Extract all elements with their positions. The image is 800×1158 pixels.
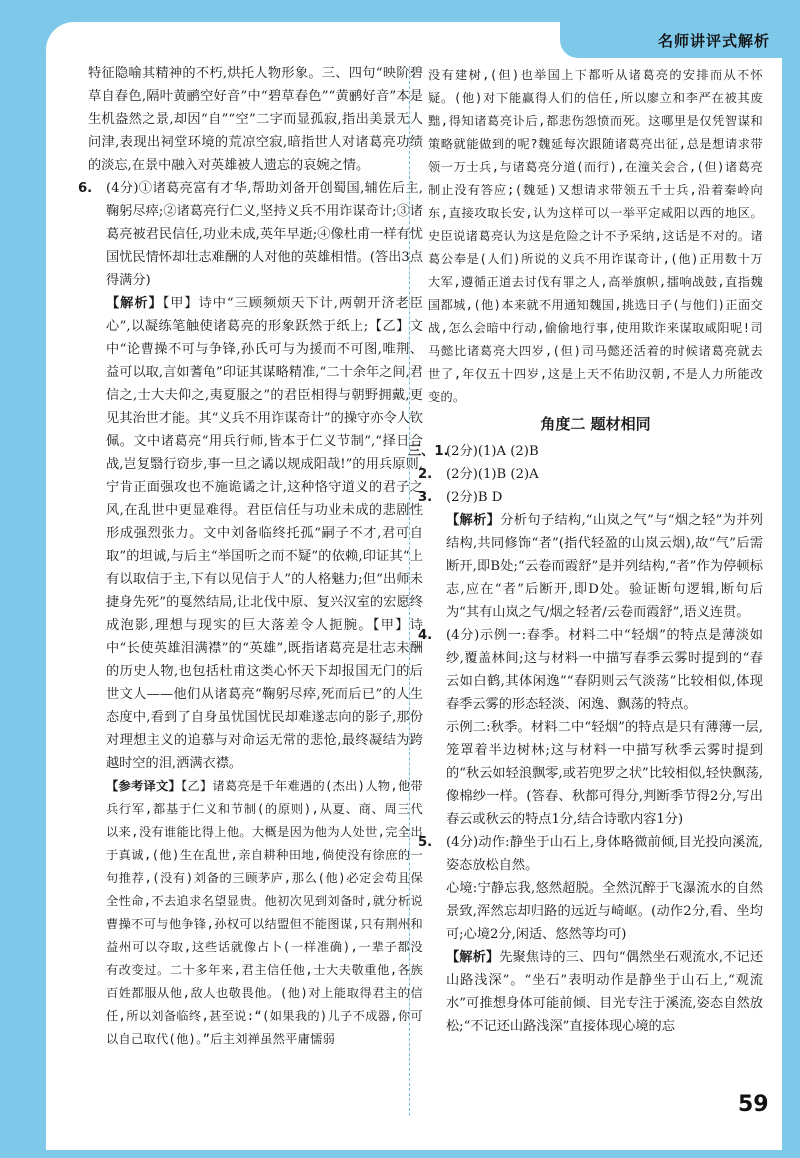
section-heading: 角度二 题材相同 bbox=[540, 415, 651, 433]
section-label: 三、1. bbox=[408, 444, 449, 459]
left-column bbox=[78, 62, 423, 1051]
translation-text: 【乙】诸葛亮是千年难遇的(杰出)人物,他带兵行军,都基于仁义和节制(的原则),从夏、商、周三代以来,没有谁能比得上他。大概是因为他为人处世,完全出于真诚,(他)生在乱世,亲自耕种田地,倘使没有徐庶的一句推荐,(没有)刘备的三顾茅庐,那么(他)必定会苟且保全性命,不去追求名望显贵。他初次见到刘备时,就分析说曹操不可与他争锋,孙权可以结盟但不能图谋,只有荆州和益州可以夺取,这些话就像占卜(一样准确),一辈子都没有改变过。二十多年来,君主信任他,士大夫敬重他,各族百姓都服从他,敌人也敬畏他。(他)对上能取得君主的信任,所以刘备临终,甚至说:“(如果我的)儿子不成器,你可以自己取代(他)。”后主刘禅虽然平庸懦弱 bbox=[106, 779, 423, 1046]
answer-text: (2分)B D bbox=[446, 490, 503, 505]
intro-paragraph: 特征隐喻其精神的不朽,烘托人物形象。三、四句“映阶碧草自春色,隔叶黄鹂空好音”中“碧草春色”“黄鹂好音”本是生机盎然之景,却因“自”“空”二字而显孤寂,指出美景无人问津,表现出祠堂环境的荒凉空寂,暗指世人对诸葛亮功绩的淡忘,在景中融入对英雄被人遗忘的哀婉之情。 bbox=[88, 66, 423, 173]
question-number: 2. bbox=[418, 467, 433, 482]
translation-paragraph bbox=[106, 775, 423, 1051]
question-number: 3. bbox=[418, 490, 433, 505]
question-number: 4. bbox=[418, 628, 433, 643]
answer-text: (2分)(1)A (2)B bbox=[446, 444, 539, 459]
column-divider bbox=[409, 66, 410, 1116]
question-5 bbox=[418, 831, 764, 1038]
analysis-paragraph bbox=[446, 509, 763, 624]
analysis-text: 【甲】诗中“三顾频烦天下计,两朝开济老臣心”,以凝练笔触使诸葛亮的形象跃然于纸上;【乙】文中“论曹操不可与争锋,孙氏可与为援而不可图,唯荆、益可以取,言如蓍龟”印证其谋略精准,“二十余年之间,君信之,士大夫仰之,夷夏服之”的君臣相得与朝野拥戴,更见其治世才能。其“义兵不用诈谋奇计”的操守亦令人钦佩。文中诸葛亮“用兵行师,皆本于仁义节制”,“择日合战,岂复翳行窃步,事一旦之谲以规成阳哉!”的用兵原则,宁肯正面强攻也不施诡谲之计,这种恪守道义的君子之风,在乱世中更显难得。君臣信任与功业未成的悲剧性形成强烈张力。文中刘备临终托孤“嗣子不才,君可自取”的坦诚,与后主“举国听之而不疑”的依赖,印证其“上有以取信于主,下有以见信于人”的人格魅力;但“出师未捷身先死”的戛然结局,让北伐中原、复兴汉室的宏愿终成泡影,理想与现实的巨大落差令人扼腕。【甲】诗中“长使英雄泪满襟”的“英雄”,既指诸葛亮是壮志未酬的历史人物,也包括杜甫这类心怀天下却报国无门的后世文人——他们从诸葛亮“鞠躬尽瘁,死而后已”的人生态度中,看到了自身虽忧国忧民却难遂志向的影子,那份对理想主义的追慕与对命运无常的悲怆,最终凝结为跨越时空的泪,洒满衣襟。 bbox=[106, 296, 423, 771]
translation-continued: 没有建树,(但)也举国上下都听从诸葛亮的安排而从不怀疑。(他)对下能赢得人们的信任,所以廖立和李严在被其废黜,得知诸葛亮讣后,都悲伤怨愤而死。这哪里是仅凭智谋和策略就能做到的呢?魏延每次跟随诸葛亮出征,总是想请求带领一万士兵,与诸葛亮分道(而行),在潼关会合,(但)诸葛亮制止没有答应;(魏延)又想请求带领五千士兵,沿着秦岭向东,直接攻取长安,认为这样可以一举平定咸阳以西的地区。史臣说诸葛亮认为这是危险之计不予采纳,这话是不对的。诸葛公奉是(人们)所说的义兵不用诈谋奇计,(他)正用数十万大军,遵循正道去讨伐有罪之人,高举旗帜,擂响战鼓,直指魏国都城,(他)本来就不用通知魏国,挑选日子(与他们)正面交战,怎么会暗中行动,偷偷地行事,使用欺诈来谋取咸阳呢!司马懿比诸葛亮大四岁,(但)司马懿还活着的时候诸葛亮就去世了,年仅五十四岁,这是上天不佑助汉朝,不是人力所能改变的。 bbox=[428, 68, 763, 404]
analysis-tag: 【解析】 bbox=[446, 513, 501, 528]
action-text: (4分)动作:静坐于山石上,身体略微前倾,目光投向溪流,姿态放松自然。 bbox=[446, 835, 763, 873]
analysis-paragraph bbox=[446, 946, 763, 1038]
question-4 bbox=[418, 624, 763, 831]
example-one: (4分)示例一:春季。材料二中“轻烟”的特点是薄淡如纱,覆盖林间;这与材料一中描写春季云雾时提到的“春云如白鹤,其体闲逸”“春阴则云气淡荡”比较相似,体现春季云雾的形态轻淡、闲逸、飘荡的特点。 bbox=[446, 628, 763, 712]
question-number: 6. bbox=[78, 181, 93, 196]
translation-tag: 【参考译文】 bbox=[106, 779, 182, 793]
question-3 bbox=[418, 486, 763, 624]
analysis-text: 分析句子结构,“山岚之气”与“烟之轻”为并列结构,共同修饰“者”(指代轻盈的山岚云烟),故“气”后需断开,即B处;“云卷而霞舒”是并列结构,“者”作为停顿标志,应在“者”后断开,即D处。验证断句逻辑,断句后为“其有山岚之气/烟之轻者/云卷而霞舒”,语义连贯。 bbox=[446, 513, 763, 620]
question-1 bbox=[408, 440, 763, 463]
analysis-tag: 【解析】 bbox=[106, 296, 163, 311]
answer-text: (4分)①诸葛亮富有才华,帮助刘备开创蜀国,辅佐后主,鞠躬尽瘁;②诸葛亮行仁义,坚持义兵不用诈谋奇计;③诸葛亮被君民信任,功业未成,英年早逝;④像杜甫一样有忧国忧民情怀却壮志难酬的人对他的英雄相惜。(答出3点得满分) bbox=[106, 181, 423, 288]
analysis-tag: 【解析】 bbox=[446, 950, 500, 965]
answer-text: (2分)(1)B (2)A bbox=[446, 467, 539, 482]
analysis-text: 先聚焦诗的三、四句“偶然坐石观流水,不记还山路浅深”。“坐石”表明动作是静坐于山石上,“观流水”可推想身体可能前倾、目光专注于溪流,姿态自然放松;“不记还山路浅深”直接体现心境的忘 bbox=[446, 950, 764, 1034]
analysis-paragraph bbox=[106, 292, 423, 775]
mood-text: 心境:宁静忘我,悠然超脱。全然沉醉于飞瀑流水的自然景致,浑然忘却归路的远近与崎岖。(动作2分,看、坐均可;心境2分,闲适、悠然等均可) bbox=[446, 881, 763, 942]
question-2 bbox=[418, 463, 763, 486]
question-number: 5. bbox=[418, 835, 433, 850]
header-title: 名师讲评式解析 bbox=[657, 32, 770, 50]
right-column bbox=[408, 64, 764, 1038]
example-two: 示例二:秋季。材料二中“轻烟”的特点是只有薄薄一层,笼罩着半边树林;这与材料一中描写秋季云雾时提到的“秋云如轻浪飘零,或若兜罗之状”比较相似,轻快飘荡,像棉纱一样。(答春、秋都可得分,判断季节得2分,写出春云或秋云的特点1分,结合诗歌内容1分) bbox=[446, 720, 763, 827]
page-number: 59 bbox=[738, 1092, 769, 1117]
question-6 bbox=[78, 177, 423, 1051]
